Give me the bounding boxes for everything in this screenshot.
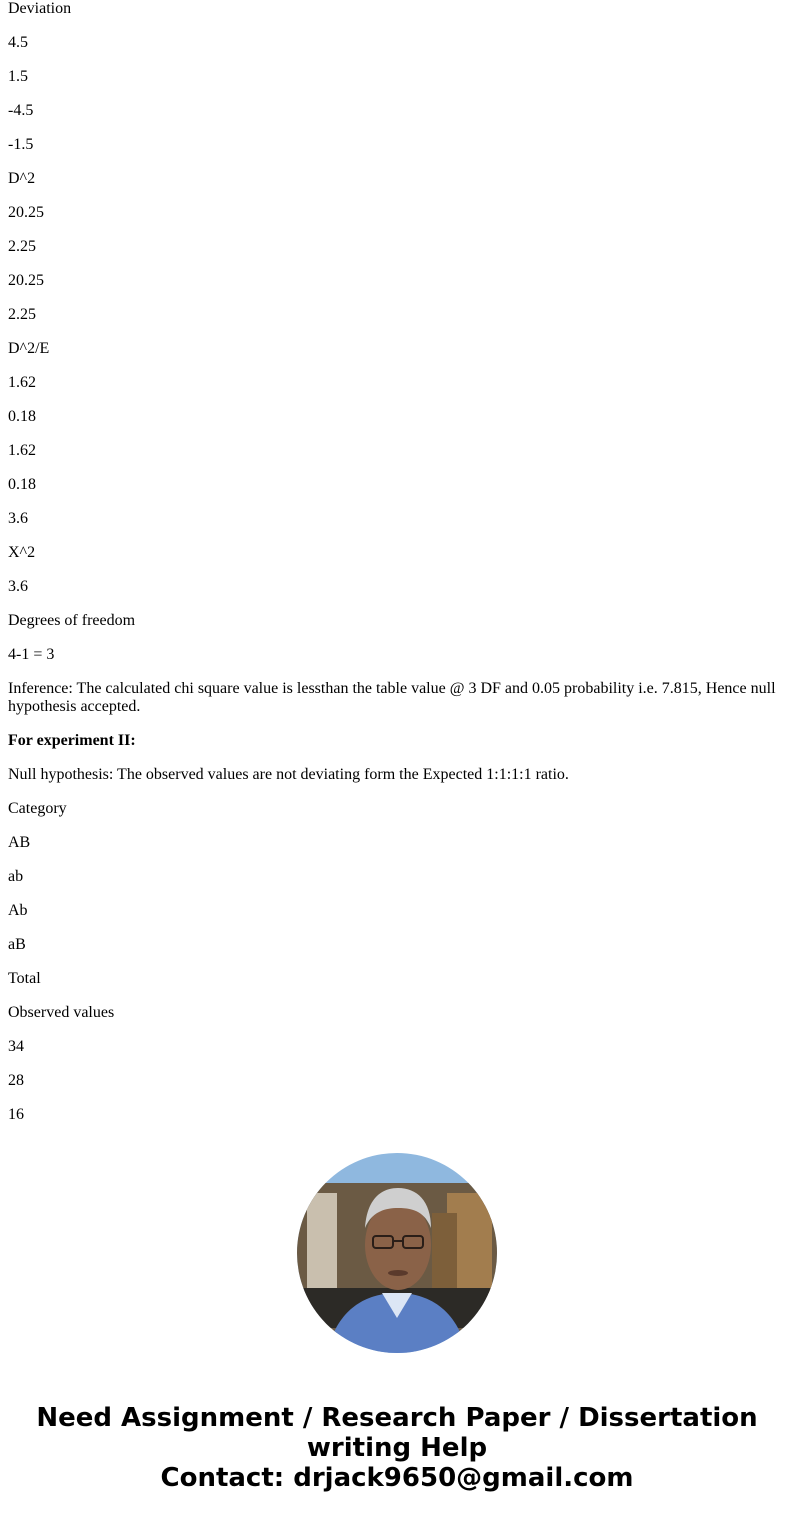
- document-body: [8, 0, 786, 1140]
- document-paragraph: 3.6: [8, 510, 28, 527]
- section-heading: For experiment II:: [8, 732, 136, 749]
- help-banner: [0, 1403, 794, 1493]
- document-paragraph: ab: [8, 868, 24, 885]
- document-paragraph: Category: [8, 800, 67, 817]
- document-paragraph: 34: [8, 1038, 24, 1055]
- document-paragraph: D^2: [8, 170, 36, 187]
- document-paragraph: 2.25: [8, 238, 36, 255]
- document-paragraph: X^2: [8, 544, 36, 561]
- document-paragraph: D^2/E: [8, 340, 50, 357]
- document-paragraph: 4.5: [8, 34, 28, 51]
- document-paragraph: 1.62: [8, 374, 36, 391]
- document-paragraph: -1.5: [8, 136, 34, 153]
- document-paragraph: 20.25: [8, 272, 44, 289]
- author-avatar: [297, 1153, 497, 1353]
- document-paragraph: Degrees of freedom: [8, 612, 136, 629]
- help-banner-line: Need Assignment / Research Paper / Dissertation writing Help: [36, 1403, 758, 1463]
- document-paragraph: -4.5: [8, 102, 34, 119]
- document-paragraph: Null hypothesis: The observed values are not deviating form the Expected 1:1:1:1 ratio.: [8, 766, 569, 783]
- document-paragraph: 16: [8, 1106, 24, 1123]
- document-paragraph: Total: [8, 970, 41, 987]
- promo-section: [0, 1153, 794, 1493]
- document-paragraph: 1.62: [8, 442, 36, 459]
- document-paragraph: 0.18: [8, 408, 36, 425]
- author-photo-icon: [297, 1153, 497, 1353]
- document-paragraph: 3.6: [8, 578, 28, 595]
- document-paragraph: 1.5: [8, 68, 28, 85]
- document-paragraph: Deviation: [8, 0, 72, 17]
- document-paragraph: AB: [8, 834, 31, 851]
- document-paragraph: Inference: The calculated chi square value is lessthan the table value @ 3 DF and 0.05 probability i.e. 7.815, Hence null hypothesis accepted.: [8, 680, 776, 715]
- document-paragraph: 0.18: [8, 476, 36, 493]
- contact-email-line[interactable]: Contact: drjack9650@gmail.com: [160, 1463, 634, 1493]
- document-paragraph: 4-1 = 3: [8, 646, 55, 663]
- document-paragraph: 2.25: [8, 306, 36, 323]
- document-paragraph: aB: [8, 936, 26, 953]
- document-paragraph: Ab: [8, 902, 28, 919]
- document-paragraph: Observed values: [8, 1004, 115, 1021]
- document-paragraph: 28: [8, 1072, 24, 1089]
- document-paragraph: 20.25: [8, 204, 44, 221]
